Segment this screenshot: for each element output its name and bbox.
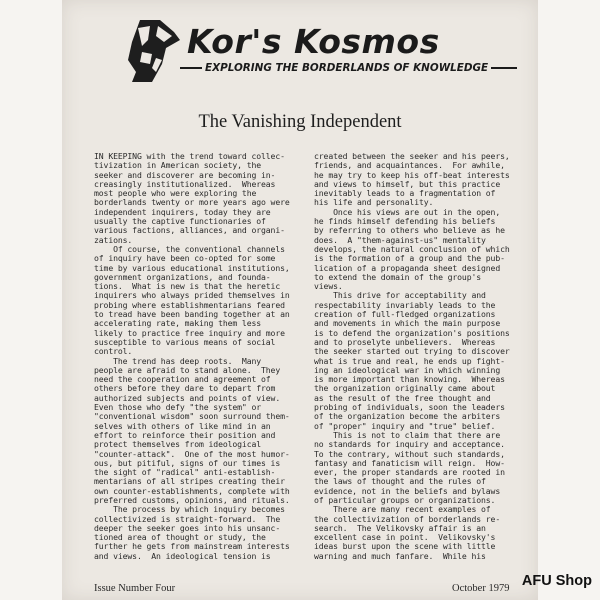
issue-date: October 1979 bbox=[452, 583, 510, 594]
newsletter-title: Kor's Kosmos bbox=[187, 22, 440, 61]
newsletter-page bbox=[62, 0, 538, 600]
article-headline: The Vanishing Independent bbox=[198, 112, 402, 132]
shop-watermark: AFU Shop bbox=[521, 573, 592, 589]
article-column-left: IN KEEPING with the trend toward collec- tivization in American society, the seeker and discoverer are becoming in- creasingly institutionalized. Whereas most people who were exploring the borderlands twenty or more years ago were independent inquirers, today they are usually the captive functionaries of various factions, alliances, and organi- zations. Of course, the conventional channels of inquiry have been co-opted for some time by various educational institutions, government organizations, and founda- tions. What is new is that the heretic inquirers who always prided themselves in probing where establishmentarians feared to tread have been banding together at an accelerating rate, making them less likely to practice free inquiry and more susceptible to various means of social control. The trend has deep roots. Many people are afraid to stand alone. They need the cooperation and agreement of others before they dare to depart from authorized subjects and points of view. Even those who defy "the system" or "conventional wisdom" soon surround them- selves with others of like mind in an effort to reinforce their position and protect themselves from ideological "counter-attack". One of the most humor- ous, but pitiful, signs of our times is the sight of "radical" anti-establish- mentarians of all stripes creating their own counter-establishments, complete with preferred customs, opinions, and rituals. The process by which inquiry becomes collectivized is straight-forward. The deeper the seeker goes into his unsanc- tioned area of thought or study, the further he gets from mainstream interests and views. An ideological tension is bbox=[94, 151, 290, 561]
face-silhouette-logo-icon bbox=[122, 18, 182, 84]
tagline-rule-left bbox=[180, 67, 202, 69]
issue-number: Issue Number Four bbox=[94, 583, 176, 594]
article-column-right: created between the seeker and his peers, friends, and acquaintances. For awhile, he may try to keep his off-beat interests and views to himself, but this practice inevitably leads to a fragmentation of his life and personality. Once his views are out in the open, he finds himself defending his beliefs by referring to others who believe as he does. A "them-against-us" mentality develops, the natural conclusion of which is the formation of a group and the pub- lication of a propaganda sheet designed to extend the domain of the group's views. This drive for acceptability and respectability invariably leads to the creation of full-fledged organizations and movements in which the main purpose is to defend the organization's positions and to proselyte unbelievers. Whereas the seeker started out trying to discover what is true and real, he ends up fight- ing an ideological war in which winning is more important than knowing. Whereas the organization originally came about as the result of the free thought and probing of individuals, soon the leaders of the organization become the arbiters of "proper" inquiry and "true" belief. This is not to claim that there are no standards for inquiry and acceptance. To the contrary, without such standards, fantasy and fanaticism will reign. How- ever, the proper standards are rooted in the laws of thought and the rules of evidence, not in the beliefs and bylaws of particular groups or organizations. There are many recent examples of the collectivization of borderlands re- search. The Velikovsky affair is an excellent case in point. Velikovsky's ideas burst upon the scene with little warning and much fanfare. While his bbox=[314, 151, 510, 561]
tagline-rule-right bbox=[491, 67, 517, 69]
newsletter-tagline bbox=[180, 62, 530, 74]
tagline-text: EXPLORING THE BORDERLANDS OF KNOWLEDGE bbox=[205, 62, 489, 74]
